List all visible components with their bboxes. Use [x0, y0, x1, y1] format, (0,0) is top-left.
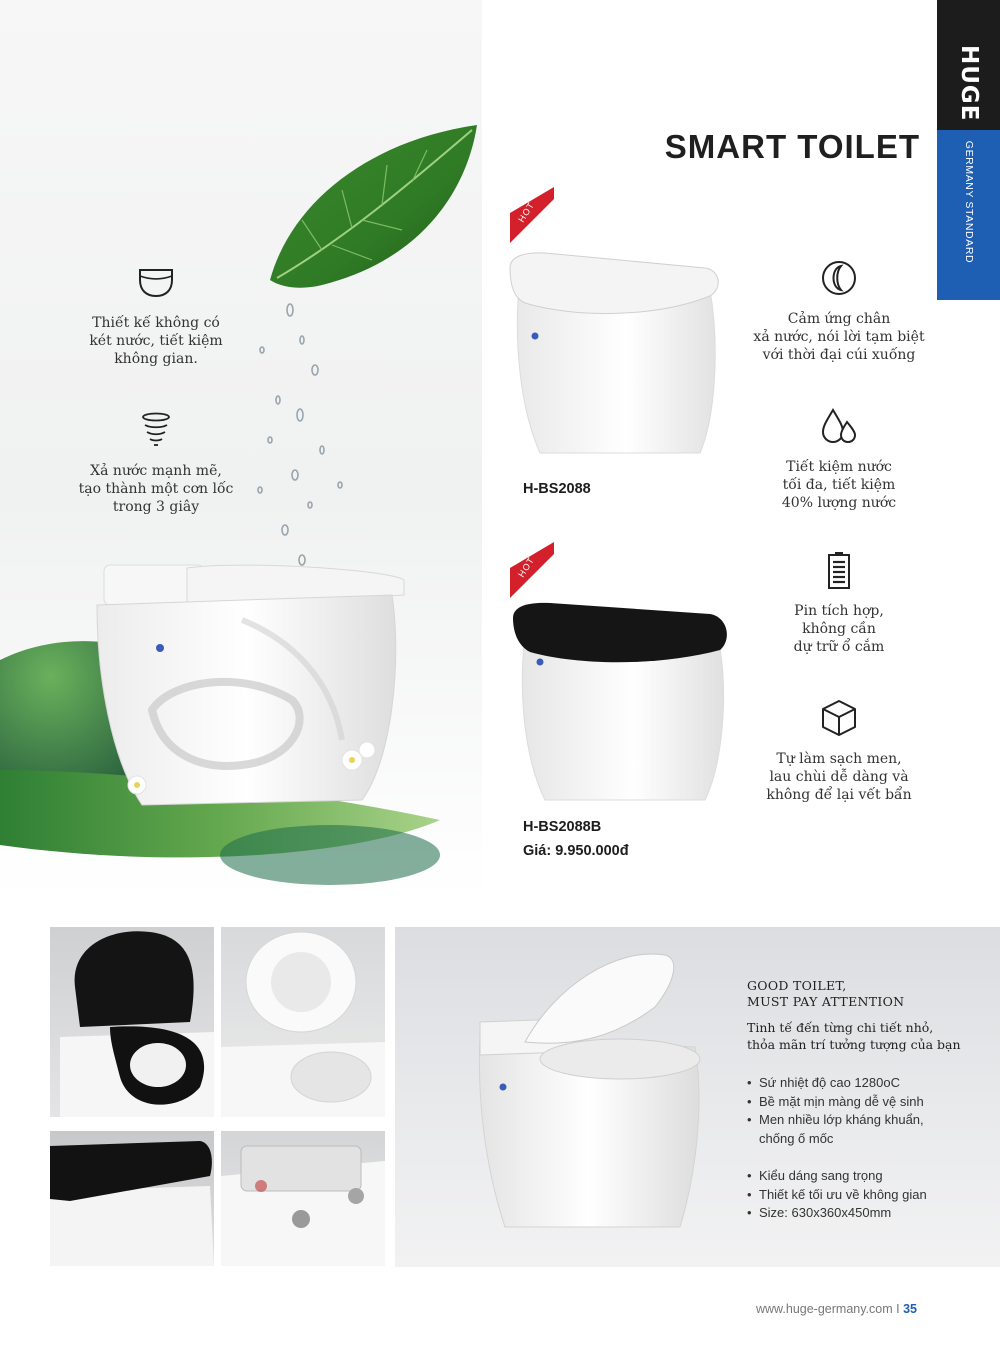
- hot-badge: [510, 542, 554, 598]
- feature-line: lau chùi dễ dàng và: [769, 769, 909, 785]
- good-toilet-title: [747, 978, 904, 1010]
- good-toilet-title-line: MUST PAY ATTENTION: [747, 994, 905, 1009]
- sensor-icon: [819, 258, 859, 298]
- cyclone-icon: [136, 410, 176, 450]
- water-droplets-image: [240, 290, 350, 580]
- battery-icon: [819, 550, 859, 590]
- feature-line: Thiết kế không có: [92, 315, 220, 331]
- hot-badge: [510, 187, 554, 243]
- product-image-black: [510, 600, 732, 805]
- feature-line: Pin tích hợp,: [794, 603, 884, 619]
- water-drops-icon: [819, 406, 859, 446]
- page-number: 35: [903, 1302, 917, 1316]
- photo-tank-inside: [221, 1131, 385, 1266]
- spec-item: • Sứ nhiệt độ cao 1280oC: [747, 1074, 924, 1093]
- photo-black-lid: [50, 1131, 214, 1266]
- brand-logo: HUGE: [956, 45, 982, 122]
- feature-line: két nước, tiết kiệm: [89, 333, 223, 349]
- product-model: H-BS2088: [523, 481, 591, 497]
- feature-line: xả nước, nói lời tạm biệt: [753, 329, 925, 345]
- hot-badge-label: HOT: [516, 200, 537, 225]
- good-toilet-subtitle-line: thỏa mãn trí tưởng tượng của bạn: [747, 1037, 961, 1052]
- feature-self-clean: [744, 698, 934, 804]
- feature-line: dự trữ ổ cắm: [793, 639, 885, 655]
- feature-line: không cần: [802, 621, 876, 637]
- feature-water-saving: [744, 406, 934, 512]
- footer-url[interactable]: www.huge-germany.com: [756, 1302, 893, 1316]
- footer-separator: I: [896, 1302, 900, 1316]
- feature-tankless: [61, 262, 251, 368]
- feature-line: không để lại vết bẩn: [766, 787, 912, 803]
- brand-tagline: GERMANY STANDARD: [963, 140, 975, 264]
- hero-toilet-image: [92, 560, 422, 810]
- product-price: Giá: 9.950.000đ: [523, 843, 629, 859]
- feature-line: tạo thành một cơn lốc: [78, 481, 234, 497]
- self-clean-cube-icon: [819, 698, 859, 738]
- spec-list-2: [747, 1167, 927, 1223]
- good-toilet-title-line: GOOD TOILET,: [747, 978, 847, 993]
- feature-battery: [744, 550, 934, 656]
- spec-item: • Bề mặt mịn màng dễ vệ sinh: [747, 1093, 924, 1112]
- feature-line: 40% lượng nước: [781, 495, 897, 511]
- feature-line: tối đa, tiết kiệm: [782, 477, 896, 493]
- feature-sensor: [744, 258, 934, 364]
- product-image-white: [505, 248, 730, 463]
- spec-item-continuation: chống ố mốc: [759, 1131, 834, 1146]
- spec-list-1: [747, 1074, 924, 1130]
- brand-tab: [937, 0, 1000, 300]
- page-footer: [756, 1302, 917, 1316]
- feature-line: không gian.: [114, 351, 198, 367]
- feature-line: Cảm ứng chân: [787, 311, 891, 327]
- spec-item: • Kiểu dáng sang trọng: [747, 1167, 927, 1186]
- tankless-icon: [136, 262, 176, 302]
- spec-item: • Size: 630x360x450mm: [747, 1204, 927, 1223]
- feature-line: với thời đại cúi xuống: [762, 347, 916, 363]
- photo-black-seat-open: [50, 927, 214, 1117]
- feature-line: Tự làm sạch men,: [776, 751, 902, 767]
- good-toilet-subtitle-line: Tinh tế đến từng chi tiết nhỏ,: [747, 1020, 934, 1035]
- seat-lid: [513, 603, 727, 662]
- product-model: H-BS2088B: [523, 819, 602, 835]
- photo-white-seat-open: [221, 927, 385, 1117]
- green-leaf-image: [262, 120, 487, 300]
- hot-badge-label: HOT: [516, 555, 537, 580]
- feature-line: trong 3 giây: [112, 499, 200, 515]
- good-toilet-subtitle: [747, 1019, 961, 1053]
- feature-line: Xả nước mạnh mẽ,: [90, 463, 222, 479]
- spec-item: • Thiết kế tối ưu về không gian: [747, 1186, 927, 1205]
- spec-item: • Men nhiều lớp kháng khuẩn,: [747, 1111, 924, 1130]
- feature-line: Tiết kiệm nước: [786, 459, 892, 475]
- page-title: SMART TOILET: [664, 128, 920, 165]
- feature-cyclone: [61, 410, 251, 516]
